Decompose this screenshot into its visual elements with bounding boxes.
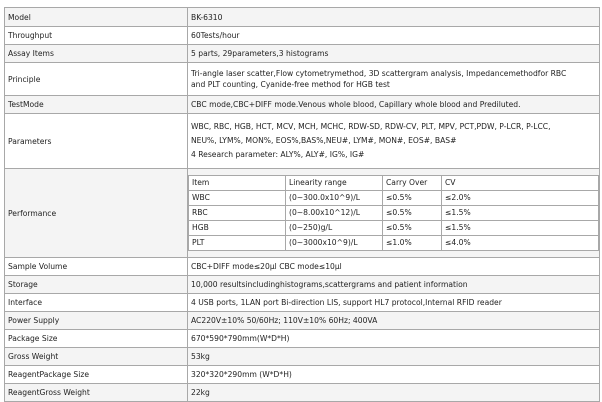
performance-carry: ≤0.5%: [383, 206, 442, 221]
row-gross-weight: [5, 348, 600, 366]
performance-cv: ≤2.0%: [442, 191, 599, 206]
value-principle: [188, 63, 600, 96]
row-assay: [5, 45, 600, 63]
performance-carry: ≤1.0%: [383, 236, 442, 251]
row-model: [5, 8, 600, 27]
row-interface: [5, 294, 600, 312]
parameters-line: WBC, RBC, HGB, HCT, MCV, MCH, MCHC, RDW-SD, RDW-CV, PLT, MPV, PCT,PDW, P-LCR, P-LCC,: [191, 122, 551, 131]
value-package-size: 670*590*790mm(W*D*H): [188, 330, 600, 348]
performance-cv: ≤1.5%: [442, 221, 599, 236]
principle-line: and PLT counting, Cyanide-free method for HGB test: [191, 80, 390, 89]
performance-cv: ≤4.0%: [442, 236, 599, 251]
value-sample: CBC+DIFF mode≤20μl CBC mode≤10μl: [188, 258, 600, 276]
performance-header: [189, 176, 599, 191]
performance-header-item: Item: [189, 176, 286, 191]
label-gross-weight: Gross Weight: [5, 348, 188, 366]
row-sample: [5, 258, 600, 276]
row-performance: [5, 169, 600, 258]
label-parameters: Parameters: [5, 114, 188, 169]
performance-item: HGB: [189, 221, 286, 236]
label-model: Model: [5, 8, 188, 27]
principle-line: Tri-angle laser scatter,Flow cytometrymethod, 3D scattergram analysis, Impedancemethodfor RBC: [191, 69, 567, 78]
label-interface: Interface: [5, 294, 188, 312]
label-throughput: Throughput: [5, 27, 188, 45]
row-throughput: [5, 27, 600, 45]
value-assay: 5 parts, 29parameters,3 histograms: [188, 45, 600, 63]
performance-cv: ≤1.5%: [442, 206, 599, 221]
value-parameters: [188, 114, 600, 169]
label-reagent-gross-weight: ReagentGross Weight: [5, 384, 188, 402]
value-gross-weight: 53kg: [188, 348, 600, 366]
value-throughput: 60Tests/hour: [188, 27, 600, 45]
label-package-size: Package Size: [5, 330, 188, 348]
label-performance: Performance: [5, 169, 188, 258]
performance-carry: ≤0.5%: [383, 191, 442, 206]
value-testmode: CBC mode,CBC+DIFF mode.Venous whole blood, Capillary whole blood and Prediluted.: [188, 96, 600, 114]
performance-row: [189, 191, 599, 206]
value-performance: [188, 169, 600, 258]
value-reagent-gross-weight: 22kg: [188, 384, 600, 402]
performance-header-range: Linearity range: [286, 176, 383, 191]
label-testmode: TestMode: [5, 96, 188, 114]
value-storage: 10,000 resultsincludinghistograms,scattergrams and patient information: [188, 276, 600, 294]
performance-item: RBC: [189, 206, 286, 221]
row-storage: [5, 276, 600, 294]
performance-header-carry: Carry Over: [383, 176, 442, 191]
performance-range: (0~250)g/L: [286, 221, 383, 236]
performance-row: [189, 206, 599, 221]
value-interface: 4 USB ports, 1LAN port Bi-direction LIS, support HL7 protocol,Internal RFID reader: [188, 294, 600, 312]
value-reagent-package-size: 320*320*290mm (W*D*H): [188, 366, 600, 384]
label-sample: Sample Volume: [5, 258, 188, 276]
value-model: BK-6310: [188, 8, 600, 27]
label-storage: Storage: [5, 276, 188, 294]
performance-row: [189, 221, 599, 236]
value-power: AC220V±10% 50/60Hz; 110V±10% 60Hz; 400VA: [188, 312, 600, 330]
performance-carry: ≤0.5%: [383, 221, 442, 236]
performance-row: [189, 236, 599, 251]
performance-range: (0~300.0x10^9)/L: [286, 191, 383, 206]
performance-range: (0~3000x10^9)/L: [286, 236, 383, 251]
row-testmode: [5, 96, 600, 114]
row-reagent-package-size: [5, 366, 600, 384]
performance-item: WBC: [189, 191, 286, 206]
row-reagent-gross-weight: [5, 384, 600, 402]
label-power: Power Supply: [5, 312, 188, 330]
performance-range: (0~8.00x10^12)/L: [286, 206, 383, 221]
row-principle: [5, 63, 600, 96]
performance-table: [188, 175, 599, 251]
spec-table: [4, 7, 600, 402]
row-package-size: [5, 330, 600, 348]
row-power: [5, 312, 600, 330]
label-principle: Principle: [5, 63, 188, 96]
performance-item: PLT: [189, 236, 286, 251]
row-parameters: [5, 114, 600, 169]
label-assay: Assay Items: [5, 45, 188, 63]
parameters-line: NEU%, LYM%, MON%, EOS%,BAS%,NEU#, LYM#, MON#, EOS#, BAS#: [191, 136, 457, 145]
performance-header-cv: CV: [442, 176, 599, 191]
label-reagent-package-size: ReagentPackage Size: [5, 366, 188, 384]
parameters-line: 4 Research parameter: ALY%, ALY#, IG%, IG#: [191, 150, 365, 159]
